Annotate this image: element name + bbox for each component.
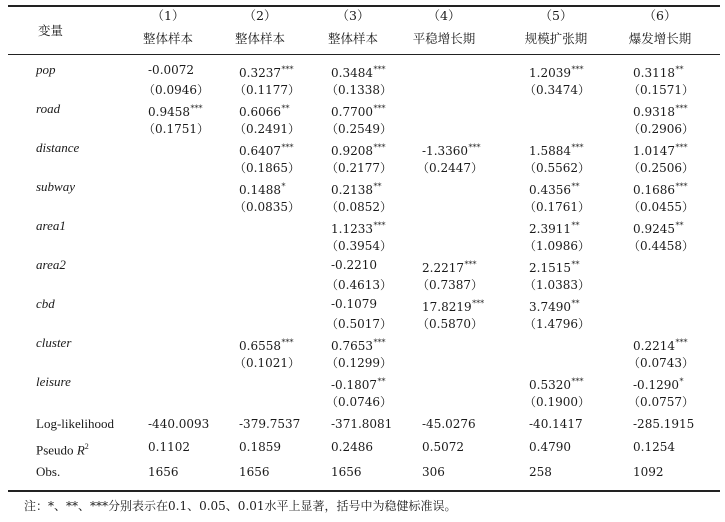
standard-error: （0.2906） bbox=[628, 122, 694, 136]
stat-value: 0.1254 bbox=[633, 440, 675, 454]
top-rule bbox=[8, 5, 720, 7]
coefficient-value: 0.3484 bbox=[331, 66, 373, 80]
coefficient-cell bbox=[529, 140, 584, 159]
significance-stars: *** bbox=[281, 65, 294, 74]
coefficient-value: 2.2217 bbox=[422, 261, 464, 275]
coefficient-value: 0.9208 bbox=[331, 144, 373, 158]
coefficient-value: 0.5320 bbox=[529, 378, 571, 392]
coefficient-value: -0.1290 bbox=[633, 378, 680, 392]
coefficient-value: 2.3911 bbox=[529, 222, 571, 236]
significance-stars: ** bbox=[675, 65, 684, 74]
coefficient-cell bbox=[331, 62, 386, 81]
standard-error: （0.7387） bbox=[417, 278, 483, 292]
standard-error: （0.2447） bbox=[417, 161, 483, 175]
standard-error: （0.2506） bbox=[628, 161, 694, 175]
column-number: （1） bbox=[151, 8, 185, 23]
standard-error: （0.0946） bbox=[143, 83, 209, 97]
significance-stars: *** bbox=[281, 338, 294, 347]
standard-error: （0.2549） bbox=[326, 122, 392, 136]
stat-value: 258 bbox=[529, 465, 552, 479]
table-note: 注：*、**、***分别表示在0.1、0.05、0.01水平上显著，括号中为稳健标准误。 bbox=[24, 499, 457, 513]
coefficient-value: 0.4356 bbox=[529, 183, 571, 197]
column-number: （4） bbox=[427, 8, 461, 23]
coefficient-value: 0.6407 bbox=[239, 144, 281, 158]
significance-stars: *** bbox=[373, 221, 386, 230]
column-number: （6） bbox=[643, 8, 677, 23]
variable-name: area2 bbox=[36, 257, 66, 272]
stat-value: -379.7537 bbox=[239, 417, 301, 431]
coefficient-cell bbox=[148, 62, 194, 78]
stat-value: 306 bbox=[422, 465, 445, 479]
significance-stars: ** bbox=[377, 377, 386, 386]
coefficient-value: -0.0072 bbox=[148, 63, 195, 77]
significance-stars: ** bbox=[571, 299, 580, 308]
coefficient-value: 0.9458 bbox=[148, 105, 190, 119]
column-number: （3） bbox=[336, 8, 370, 23]
variable-name: distance bbox=[36, 140, 80, 155]
coefficient-cell bbox=[633, 335, 688, 354]
stat-value: -45.0276 bbox=[422, 417, 476, 431]
coefficient-value: 0.1488 bbox=[239, 183, 281, 197]
coefficient-value: 0.9318 bbox=[633, 105, 675, 119]
coefficient-value: 1.2039 bbox=[529, 66, 571, 80]
variable-name: cluster bbox=[36, 335, 72, 350]
coefficient-value: 0.1686 bbox=[633, 183, 675, 197]
significance-stars: *** bbox=[675, 104, 688, 113]
significance-stars: ** bbox=[281, 104, 290, 113]
stat-value: -440.0093 bbox=[148, 417, 210, 431]
standard-error: （0.5562） bbox=[524, 161, 590, 175]
coefficient-cell bbox=[239, 140, 294, 159]
coefficient-value: 1.1233 bbox=[331, 222, 373, 236]
coefficient-cell bbox=[422, 296, 484, 315]
standard-error: （0.1299） bbox=[326, 356, 392, 370]
column-sample: 规模扩张期 bbox=[524, 31, 588, 46]
coefficient-value: 1.0147 bbox=[633, 144, 675, 158]
coefficient-value: 17.8219 bbox=[422, 300, 472, 314]
header-rule bbox=[8, 54, 720, 55]
stat-value: 1656 bbox=[239, 465, 270, 479]
standard-error: （0.2177） bbox=[326, 161, 392, 175]
significance-stars: *** bbox=[571, 377, 584, 386]
standard-error: （0.1338） bbox=[326, 83, 392, 97]
standard-error: （0.0455） bbox=[628, 200, 694, 214]
stat-value: 1656 bbox=[148, 465, 179, 479]
standard-error: （0.1761） bbox=[524, 200, 590, 214]
stat-label bbox=[36, 439, 89, 458]
header-variable-label: 变量 bbox=[38, 23, 64, 38]
coefficient-value: -0.1807 bbox=[331, 378, 378, 392]
stat-value: 0.5072 bbox=[422, 440, 464, 454]
coefficient-value: 0.7653 bbox=[331, 339, 373, 353]
standard-error: （0.0835） bbox=[234, 200, 300, 214]
significance-stars: *** bbox=[373, 104, 386, 113]
significance-stars: *** bbox=[464, 260, 477, 269]
standard-error: （1.0986） bbox=[524, 239, 590, 253]
coefficient-cell bbox=[239, 101, 290, 120]
column-sample: 整体样本 bbox=[327, 31, 379, 46]
coefficient-value: -0.2210 bbox=[331, 258, 378, 272]
standard-error: （0.5017） bbox=[326, 317, 392, 331]
significance-stars: ** bbox=[571, 182, 580, 191]
coefficient-cell bbox=[331, 296, 377, 312]
significance-stars: *** bbox=[472, 299, 485, 308]
coefficient-cell bbox=[331, 374, 386, 393]
column-sample: 爆发增长期 bbox=[628, 31, 692, 46]
coefficient-value: -0.1079 bbox=[331, 297, 378, 311]
coefficient-cell bbox=[633, 62, 684, 81]
stat-label: Obs. bbox=[36, 464, 61, 479]
standard-error: （0.4613） bbox=[326, 278, 392, 292]
stat-value: 1092 bbox=[633, 465, 664, 479]
column-sample: 平稳增长期 bbox=[412, 31, 476, 46]
stat-value: -371.8081 bbox=[331, 417, 393, 431]
standard-error: （0.2491） bbox=[234, 122, 300, 136]
significance-stars: *** bbox=[675, 182, 688, 191]
column-number: （5） bbox=[539, 8, 573, 23]
standard-error: （0.4458） bbox=[628, 239, 694, 253]
significance-stars: *** bbox=[571, 65, 584, 74]
coefficient-cell bbox=[331, 101, 386, 120]
stat-value: 0.4790 bbox=[529, 440, 571, 454]
significance-stars: *** bbox=[675, 143, 688, 152]
stat-value: -40.1417 bbox=[529, 417, 583, 431]
stat-value: 0.1102 bbox=[148, 440, 190, 454]
coefficient-cell bbox=[422, 140, 481, 159]
variable-name: road bbox=[36, 101, 61, 116]
coefficient-cell bbox=[148, 101, 203, 120]
significance-stars: *** bbox=[468, 143, 481, 152]
coefficient-cell bbox=[422, 257, 477, 276]
significance-stars: * bbox=[281, 182, 286, 191]
coefficient-cell bbox=[633, 101, 688, 120]
significance-stars: ** bbox=[675, 221, 684, 230]
coefficient-cell bbox=[239, 62, 294, 81]
variable-name: pop bbox=[36, 62, 56, 77]
coefficient-value: 0.6558 bbox=[239, 339, 281, 353]
significance-stars: *** bbox=[675, 338, 688, 347]
standard-error: （0.1751） bbox=[143, 122, 209, 136]
coefficient-cell bbox=[331, 218, 386, 237]
coefficient-cell bbox=[529, 62, 584, 81]
coefficient-cell bbox=[633, 179, 688, 198]
significance-stars: *** bbox=[373, 143, 386, 152]
variable-name: leisure bbox=[36, 374, 71, 389]
stat-label-text: Pseudo bbox=[36, 442, 77, 458]
coefficient-value: 0.2138 bbox=[331, 183, 373, 197]
coefficient-value: 2.1515 bbox=[529, 261, 571, 275]
variable-name: subway bbox=[36, 179, 75, 194]
standard-error: （1.4796） bbox=[524, 317, 590, 331]
coefficient-cell bbox=[633, 218, 684, 237]
coefficient-cell bbox=[633, 374, 684, 393]
coefficient-cell bbox=[529, 374, 584, 393]
standard-error: （0.3474） bbox=[524, 83, 590, 97]
coefficient-value: 0.6066 bbox=[239, 105, 281, 119]
standard-error: （0.3954） bbox=[326, 239, 392, 253]
coefficient-cell bbox=[331, 179, 382, 198]
coefficient-cell bbox=[239, 335, 294, 354]
standard-error: （0.1021） bbox=[234, 356, 300, 370]
coefficient-value: 1.5884 bbox=[529, 144, 571, 158]
significance-stars: ** bbox=[571, 221, 580, 230]
coefficient-value: 3.7490 bbox=[529, 300, 571, 314]
stat-value: 1656 bbox=[331, 465, 362, 479]
significance-stars: * bbox=[679, 377, 684, 386]
stat-value: -285.1915 bbox=[633, 417, 695, 431]
stat-label: Log-likelihood bbox=[36, 416, 114, 431]
coefficient-value: 0.3237 bbox=[239, 66, 281, 80]
stat-label-superscript: 2 bbox=[84, 442, 89, 451]
coefficient-cell bbox=[529, 179, 580, 198]
standard-error: （0.1571） bbox=[628, 83, 694, 97]
column-sample: 整体样本 bbox=[234, 31, 286, 46]
standard-error: （0.1900） bbox=[524, 395, 590, 409]
significance-stars: *** bbox=[281, 143, 294, 152]
variable-name: area1 bbox=[36, 218, 66, 233]
significance-stars: ** bbox=[373, 182, 382, 191]
stat-value: 0.2486 bbox=[331, 440, 373, 454]
standard-error: （0.5870） bbox=[417, 317, 483, 331]
stat-value: 0.1859 bbox=[239, 440, 281, 454]
coefficient-value: 0.3118 bbox=[633, 66, 675, 80]
column-number: （2） bbox=[243, 8, 277, 23]
coefficient-cell bbox=[331, 257, 377, 273]
coefficient-cell bbox=[331, 140, 386, 159]
coefficient-cell bbox=[633, 140, 688, 159]
significance-stars: *** bbox=[373, 65, 386, 74]
standard-error: （0.1177） bbox=[234, 83, 300, 97]
significance-stars: *** bbox=[571, 143, 584, 152]
coefficient-value: 0.7700 bbox=[331, 105, 373, 119]
standard-error: （0.1865） bbox=[234, 161, 300, 175]
coefficient-value: -1.3360 bbox=[422, 144, 469, 158]
column-sample: 整体样本 bbox=[142, 31, 194, 46]
significance-stars: *** bbox=[190, 104, 203, 113]
standard-error: （1.0383） bbox=[524, 278, 590, 292]
standard-error: （0.0852） bbox=[326, 200, 392, 214]
standard-error: （0.0746） bbox=[326, 395, 392, 409]
coefficient-cell bbox=[529, 257, 580, 276]
significance-stars: *** bbox=[373, 338, 386, 347]
stat-label-r: R bbox=[76, 442, 85, 458]
coefficient-cell bbox=[239, 179, 286, 198]
coefficient-cell bbox=[331, 335, 386, 354]
coefficient-value: 0.9245 bbox=[633, 222, 675, 236]
variable-name: cbd bbox=[36, 296, 55, 311]
bottom-rule bbox=[8, 490, 720, 492]
coefficient-cell bbox=[529, 218, 580, 237]
standard-error: （0.0757） bbox=[628, 395, 694, 409]
coefficient-cell bbox=[529, 296, 580, 315]
significance-stars: ** bbox=[571, 260, 580, 269]
standard-error: （0.0743） bbox=[628, 356, 694, 370]
coefficient-value: 0.2214 bbox=[633, 339, 675, 353]
